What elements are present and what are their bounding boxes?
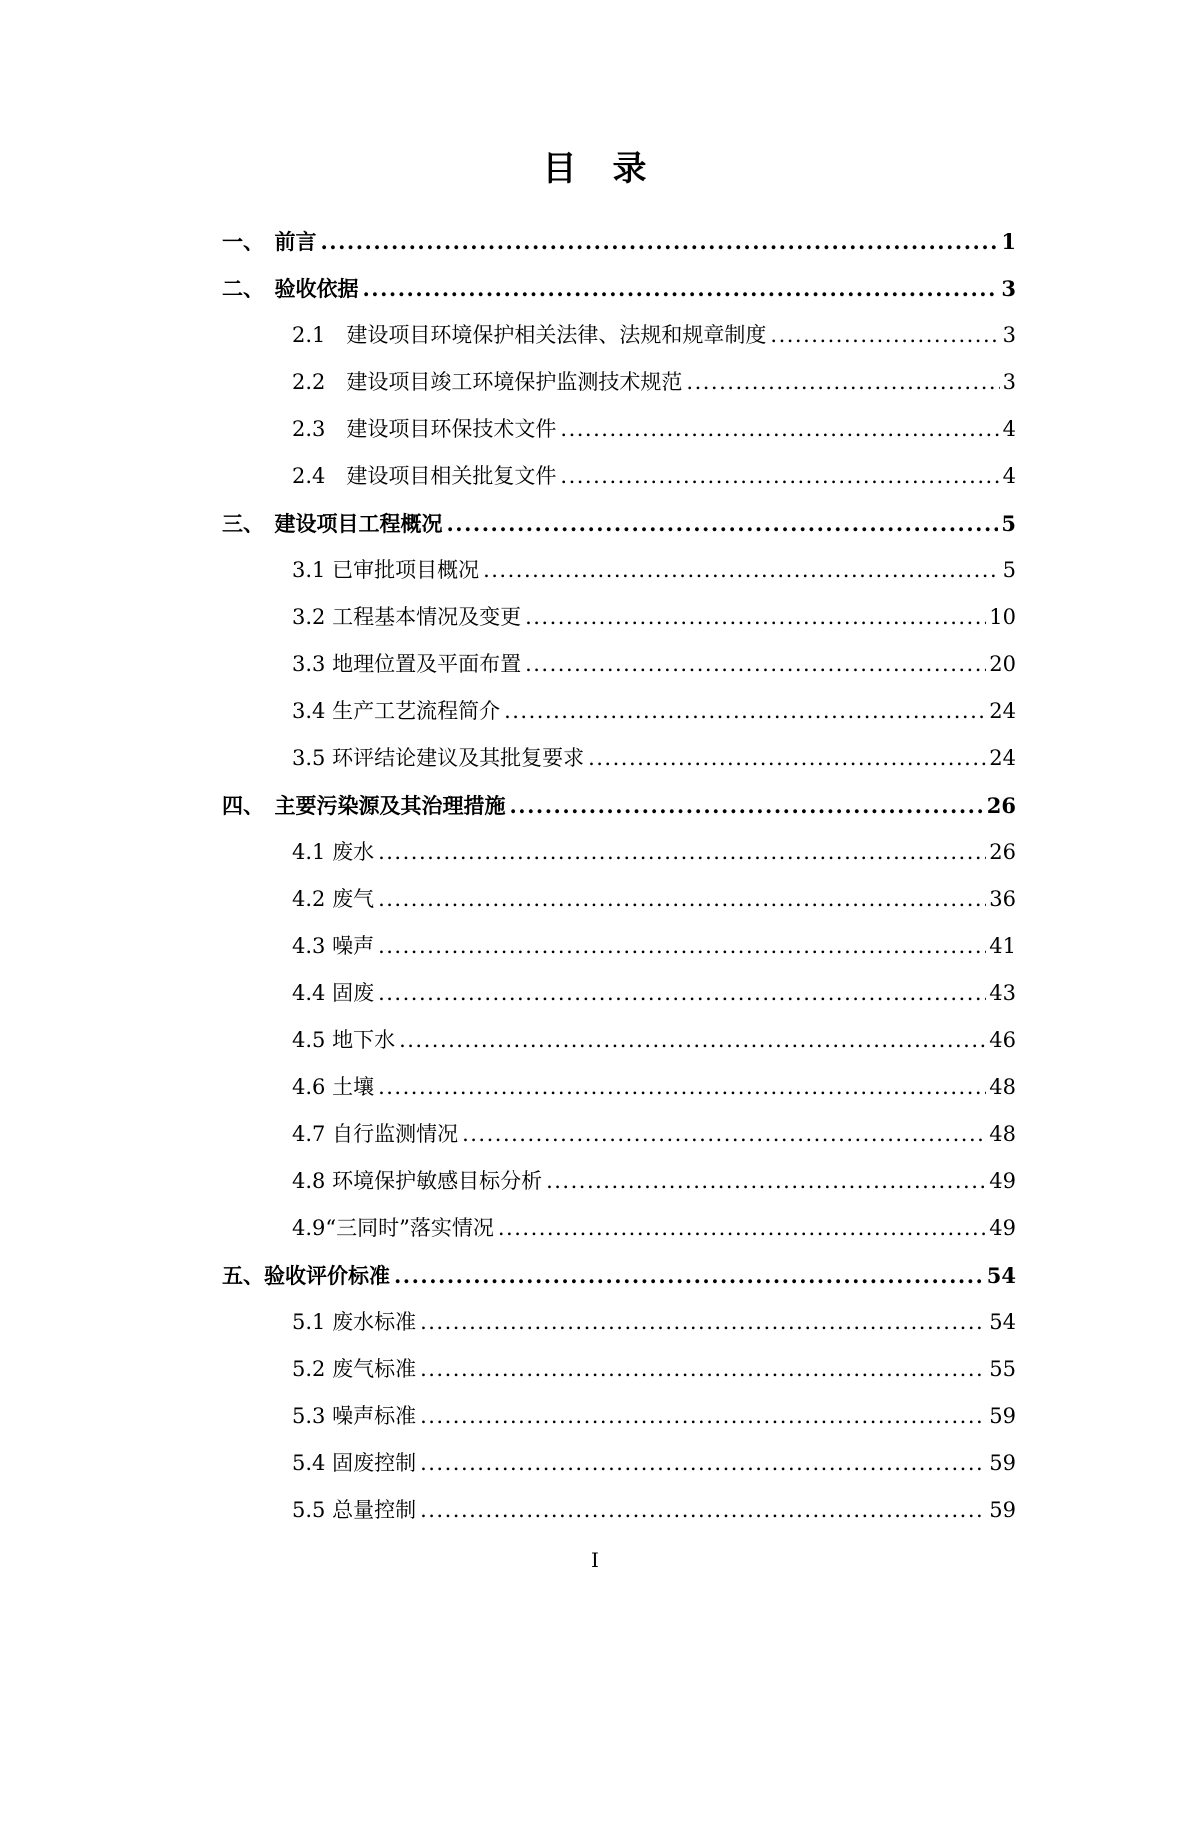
toc-entry-label: 3.4 生产工艺流程简介 <box>292 699 501 723</box>
toc-entry-label: 3.3 地理位置及平面布置 <box>292 652 522 676</box>
toc-entry[interactable] <box>222 265 1016 312</box>
toc-leader-dots <box>420 1346 986 1393</box>
toc-entry-label: 5.2 废气标准 <box>292 1357 417 1381</box>
toc-entry-page: 49 <box>989 1216 1016 1240</box>
toc-entry[interactable] <box>222 312 1016 359</box>
toc-entry-page: 1 <box>1001 229 1016 254</box>
toc-entry-label: 4.2 废气 <box>292 887 375 911</box>
toc-entry[interactable] <box>222 1346 1016 1393</box>
toc-entry-label: 2.1 建设项目环境保护相关法律、法规和规章制度 <box>292 323 767 347</box>
toc-entry-page: 4 <box>1002 417 1016 441</box>
toc-entry[interactable] <box>222 876 1016 923</box>
toc-entry-label: 4.5 地下水 <box>292 1028 396 1052</box>
toc-entry-page: 5 <box>1001 511 1016 536</box>
toc-entry-page: 54 <box>986 1263 1016 1288</box>
toc-leader-dots <box>394 1252 984 1299</box>
toc-leader-dots <box>770 312 999 359</box>
toc-entry[interactable] <box>222 1393 1016 1440</box>
toc-leader-dots <box>378 1064 986 1111</box>
toc-entry-page: 36 <box>989 887 1016 911</box>
toc-entry-page: 49 <box>989 1169 1016 1193</box>
toc-leader-dots <box>321 218 999 265</box>
toc-entry-label: 五、验收评价标准 <box>222 1263 390 1288</box>
toc-leader-dots <box>686 359 999 406</box>
toc-entry-label: 4.3 噪声 <box>292 934 375 958</box>
toc-entry-page: 48 <box>989 1122 1016 1146</box>
toc-leader-dots <box>378 970 986 1017</box>
toc-entry-page: 3 <box>1002 370 1016 394</box>
toc-leader-dots <box>498 1205 986 1252</box>
toc-entry-label: 3.1 已审批项目概况 <box>292 558 480 582</box>
toc-leader-dots <box>420 1440 986 1487</box>
toc-entry[interactable] <box>222 1252 1016 1299</box>
toc-entry[interactable] <box>222 923 1016 970</box>
toc-entry[interactable] <box>222 970 1016 1017</box>
toc-entry-page: 59 <box>989 1498 1016 1522</box>
toc-entry[interactable] <box>222 453 1016 500</box>
toc-entry-label: 4.7 自行监测情况 <box>292 1122 459 1146</box>
toc-leader-dots <box>447 500 999 547</box>
toc-entry-label: 3.5 环评结论建议及其批复要求 <box>292 746 585 770</box>
toc-title: 目 录 <box>542 149 648 189</box>
toc-entry-label: 四、 主要污染源及其治理措施 <box>222 793 506 818</box>
toc-entry[interactable] <box>222 688 1016 735</box>
toc-entry-page: 24 <box>989 699 1016 723</box>
toc-leader-dots <box>462 1111 986 1158</box>
toc-leader-dots <box>510 782 984 829</box>
toc-entry-page: 55 <box>989 1357 1016 1381</box>
toc-entry-label: 2.2 建设项目竣工环境保护监测技术规范 <box>292 370 683 394</box>
toc-entry-page: 59 <box>989 1404 1016 1428</box>
toc-entry-label: 5.5 总量控制 <box>292 1498 417 1522</box>
toc-entry-label: 4.4 固废 <box>292 981 375 1005</box>
toc-leader-dots <box>525 641 986 688</box>
toc-entry-label: 4.9“三同时”落实情况 <box>292 1216 494 1240</box>
toc-entry[interactable] <box>222 735 1016 782</box>
toc-entry[interactable] <box>222 1440 1016 1487</box>
toc-entry[interactable] <box>222 359 1016 406</box>
toc-leader-dots <box>420 1393 986 1440</box>
toc-leader-dots <box>525 594 986 641</box>
toc-leader-dots <box>560 453 999 500</box>
toc-entry-page: 3 <box>1001 276 1016 301</box>
toc-leader-dots <box>378 876 986 923</box>
toc-entry-page: 10 <box>989 605 1016 629</box>
toc-entry-label: 2.3 建设项目环保技术文件 <box>292 417 557 441</box>
toc-entry-page: 26 <box>986 793 1016 818</box>
toc-entry[interactable] <box>222 1158 1016 1205</box>
toc-leader-dots <box>378 923 986 970</box>
toc-entry-label: 4.6 土壤 <box>292 1075 375 1099</box>
toc-entry[interactable] <box>222 641 1016 688</box>
toc-entry[interactable] <box>222 1111 1016 1158</box>
toc-entry[interactable] <box>222 1205 1016 1252</box>
toc-entry[interactable] <box>222 829 1016 876</box>
toc-entry-label: 5.4 固废控制 <box>292 1451 417 1475</box>
toc-entry-label: 4.8 环境保护敏感目标分析 <box>292 1169 543 1193</box>
toc-entry-page: 26 <box>989 840 1016 864</box>
toc-leader-dots <box>588 735 986 782</box>
toc-leader-dots <box>560 406 999 453</box>
toc-entry[interactable] <box>222 547 1016 594</box>
toc-leader-dots <box>504 688 986 735</box>
toc-entry-page: 4 <box>1002 464 1016 488</box>
toc-entry[interactable] <box>222 500 1016 547</box>
toc-leader-dots <box>399 1017 986 1064</box>
toc-entry-label: 4.1 废水 <box>292 840 375 864</box>
toc-entry-label: 三、 建设项目工程概况 <box>222 511 443 536</box>
toc-entry-label: 3.2 工程基本情况及变更 <box>292 605 522 629</box>
toc-entry-label: 5.3 噪声标准 <box>292 1404 417 1428</box>
toc-leader-dots <box>483 547 1000 594</box>
toc-entry[interactable] <box>222 594 1016 641</box>
document-page <box>0 148 1190 1831</box>
toc-entry-page: 48 <box>989 1075 1016 1099</box>
toc-leader-dots <box>546 1158 986 1205</box>
toc-entry-page: 3 <box>1002 323 1016 347</box>
toc-leader-dots <box>378 829 986 876</box>
toc-entry[interactable] <box>222 1017 1016 1064</box>
toc-leader-dots <box>420 1299 986 1346</box>
toc-entry-page: 54 <box>989 1310 1016 1334</box>
toc-entry-label: 二、 验收依据 <box>222 276 359 301</box>
toc-leader-dots <box>363 265 999 312</box>
toc-entry-page: 41 <box>989 934 1016 958</box>
toc-entry-page: 5 <box>1002 558 1016 582</box>
toc-entry-page: 20 <box>989 652 1016 676</box>
toc-entry-page: 59 <box>989 1451 1016 1475</box>
toc-entry[interactable] <box>222 1299 1016 1346</box>
toc-entry[interactable] <box>222 1064 1016 1111</box>
toc-entry-page: 43 <box>989 981 1016 1005</box>
footer-page-number: I <box>591 1548 599 1572</box>
toc-entry[interactable] <box>222 782 1016 829</box>
toc-leader-dots <box>420 1487 986 1534</box>
toc-entry-label: 一、 前言 <box>222 229 317 254</box>
toc-entry-label: 5.1 废水标准 <box>292 1310 417 1334</box>
toc-list <box>222 218 1016 1534</box>
toc-entry-page: 24 <box>989 746 1016 770</box>
toc-entry[interactable] <box>222 218 1016 265</box>
toc-entry-page: 46 <box>989 1028 1016 1052</box>
toc-entry[interactable] <box>222 1487 1016 1534</box>
toc-entry[interactable] <box>222 406 1016 453</box>
toc-entry-label: 2.4 建设项目相关批复文件 <box>292 464 557 488</box>
